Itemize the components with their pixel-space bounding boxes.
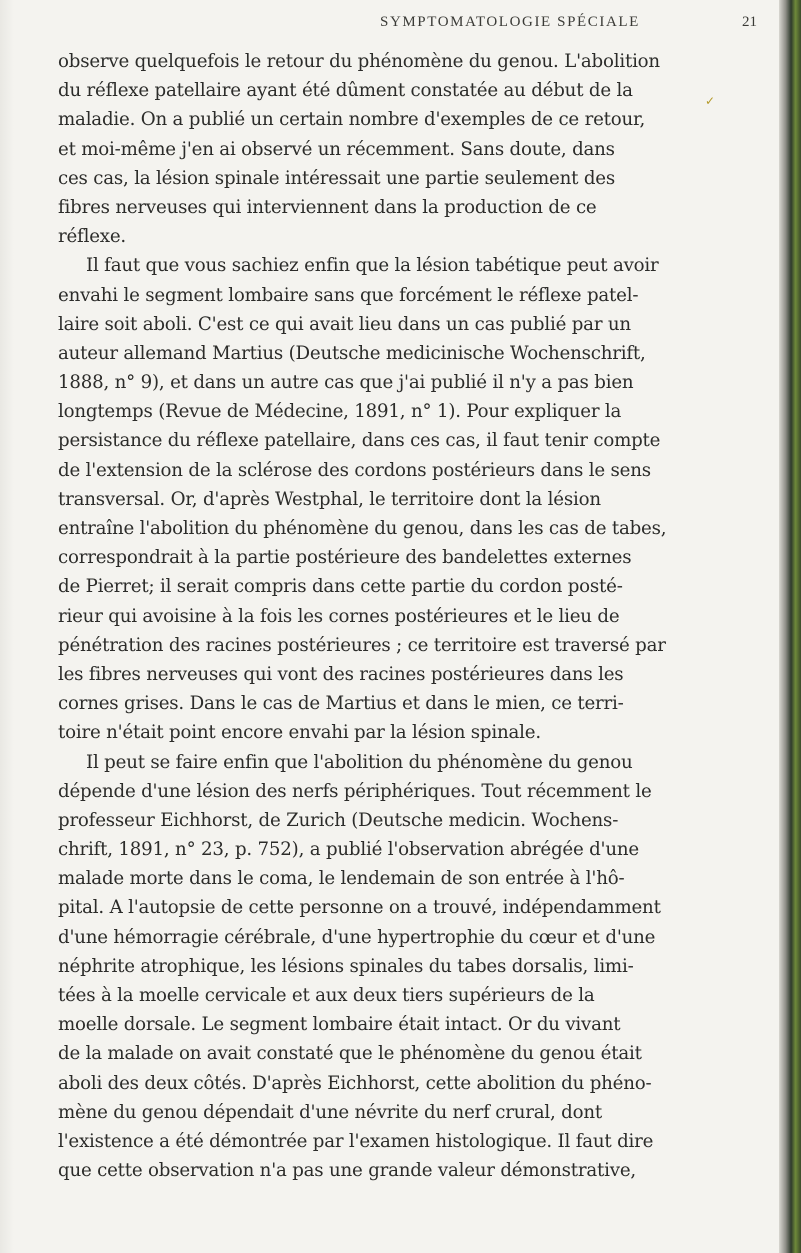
page-left-shadow [0, 0, 14, 1253]
text-line: que cette observation n'a pas une grande valeur démonstrative, [58, 1160, 637, 1182]
text-line: et moi-même j'en ai observé un récemment. Sans doute, dans [58, 138, 615, 160]
text-line: laire soit aboli. C'est ce qui avait lieu dans un cas publié par un [58, 313, 631, 335]
text-line: maladie. On a publié un certain nombre d'exemples de ce retour, [58, 109, 646, 131]
text-line: malade morte dans le coma, le lendemain de son entrée à l'hô- [58, 868, 625, 890]
text-line: tées à la moelle cervicale et aux deux tiers supérieurs de la [58, 985, 595, 1006]
text-line: l'existence a été démontrée par l'examen histologique. Il faut dire [58, 1130, 654, 1152]
book-spine-edge [779, 0, 801, 1253]
running-head: SYMPTOMATOLOGIE SPÉCIALE [380, 14, 640, 30]
text-line: Il peut se faire enfin que l'abolition du phénomène du genou [86, 751, 633, 773]
text-line: de Pierret; il serait compris dans cette partie du cordon posté- [58, 576, 623, 598]
text-line: auteur allemand Martius (Deutsche medicinische Wochenschrift, [58, 342, 646, 364]
page-number: 21 [742, 14, 757, 30]
text-line: pénétration des racines postérieures ; ce territoire est traversé par [58, 634, 666, 656]
text-line: d'une hémorragie cérébrale, d'une hypertrophie du cœur et d'une [58, 926, 656, 948]
body-text [58, 47, 752, 1185]
text-line: professeur Eichhorst, de Zurich (Deutsche medicin. Wochens- [58, 809, 619, 831]
text-line: persistance du réflexe patellaire, dans ces cas, il faut tenir compte [58, 430, 661, 452]
text-line: ces cas, la lésion spinale intéressait une partie seulement des [58, 167, 615, 189]
text-line: entraîne l'abolition du phénomène du genou, dans les cas de tabes, [58, 518, 667, 539]
text-line: 1888, n° 9), et dans un autre cas que j'ai publié il n'y a pas bien [58, 372, 634, 394]
text-line: du réflexe patellaire ayant été dûment constatée au début de la [58, 80, 633, 102]
text-line: cornes grises. Dans le cas de Martius et dans le mien, ce terri- [58, 693, 624, 715]
text-line: dépende d'une lésion des nerfs périphériques. Tout récemment le [58, 780, 652, 802]
text-line: réflexe. [58, 226, 126, 248]
text-line: néphrite atrophique, les lésions spinales du tabes dorsalis, limi- [58, 955, 634, 977]
text-line: toire n'était point encore envahi par la lésion spinale. [58, 722, 541, 744]
text-line: mène du genou dépendait d'une névrite du nerf crural, dont [58, 1101, 602, 1123]
text-line: de la malade on avait constaté que le phénomène du genou était [58, 1043, 642, 1065]
text-line: de l'extension de la sclérose des cordons postérieurs dans le sens [58, 459, 651, 481]
text-line: moelle dorsale. Le segment lombaire était intact. Or du vivant [58, 1014, 621, 1036]
text-line: pital. A l'autopsie de cette personne on a trouvé, indépendamment [58, 897, 661, 919]
text-line: chrift, 1891, n° 23, p. 752), a publié l'observation abrégée d'une [58, 839, 639, 861]
text-line: correspondrait à la partie postérieure des bandelettes externes [58, 547, 632, 569]
text-line: envahi le segment lombaire sans que forcément le réflexe patel- [58, 284, 639, 306]
text-line: observe quelquefois le retour du phénomène du genou. L'abolition [58, 51, 660, 72]
text-line: rieur qui avoisine à la fois les cornes postérieures et le lieu de [58, 605, 620, 627]
margin-mark-icon: ✓ [705, 94, 716, 108]
text-line: fibres nerveuses qui interviennent dans la production de ce [58, 196, 597, 218]
text-line: aboli des deux côtés. D'après Eichhorst, cette abolition du phéno- [58, 1072, 652, 1094]
text-line: longtemps (Revue de Médecine, 1891, n° 1). Pour expliquer la [58, 401, 622, 423]
text-line: Il faut que vous sachiez enfin que la lésion tabétique peut avoir [86, 255, 659, 277]
text-line: les fibres nerveuses qui vont des racines postérieures dans les [58, 663, 624, 685]
text-line: transversal. Or, d'après Westphal, le territoire dont la lésion [58, 488, 601, 510]
